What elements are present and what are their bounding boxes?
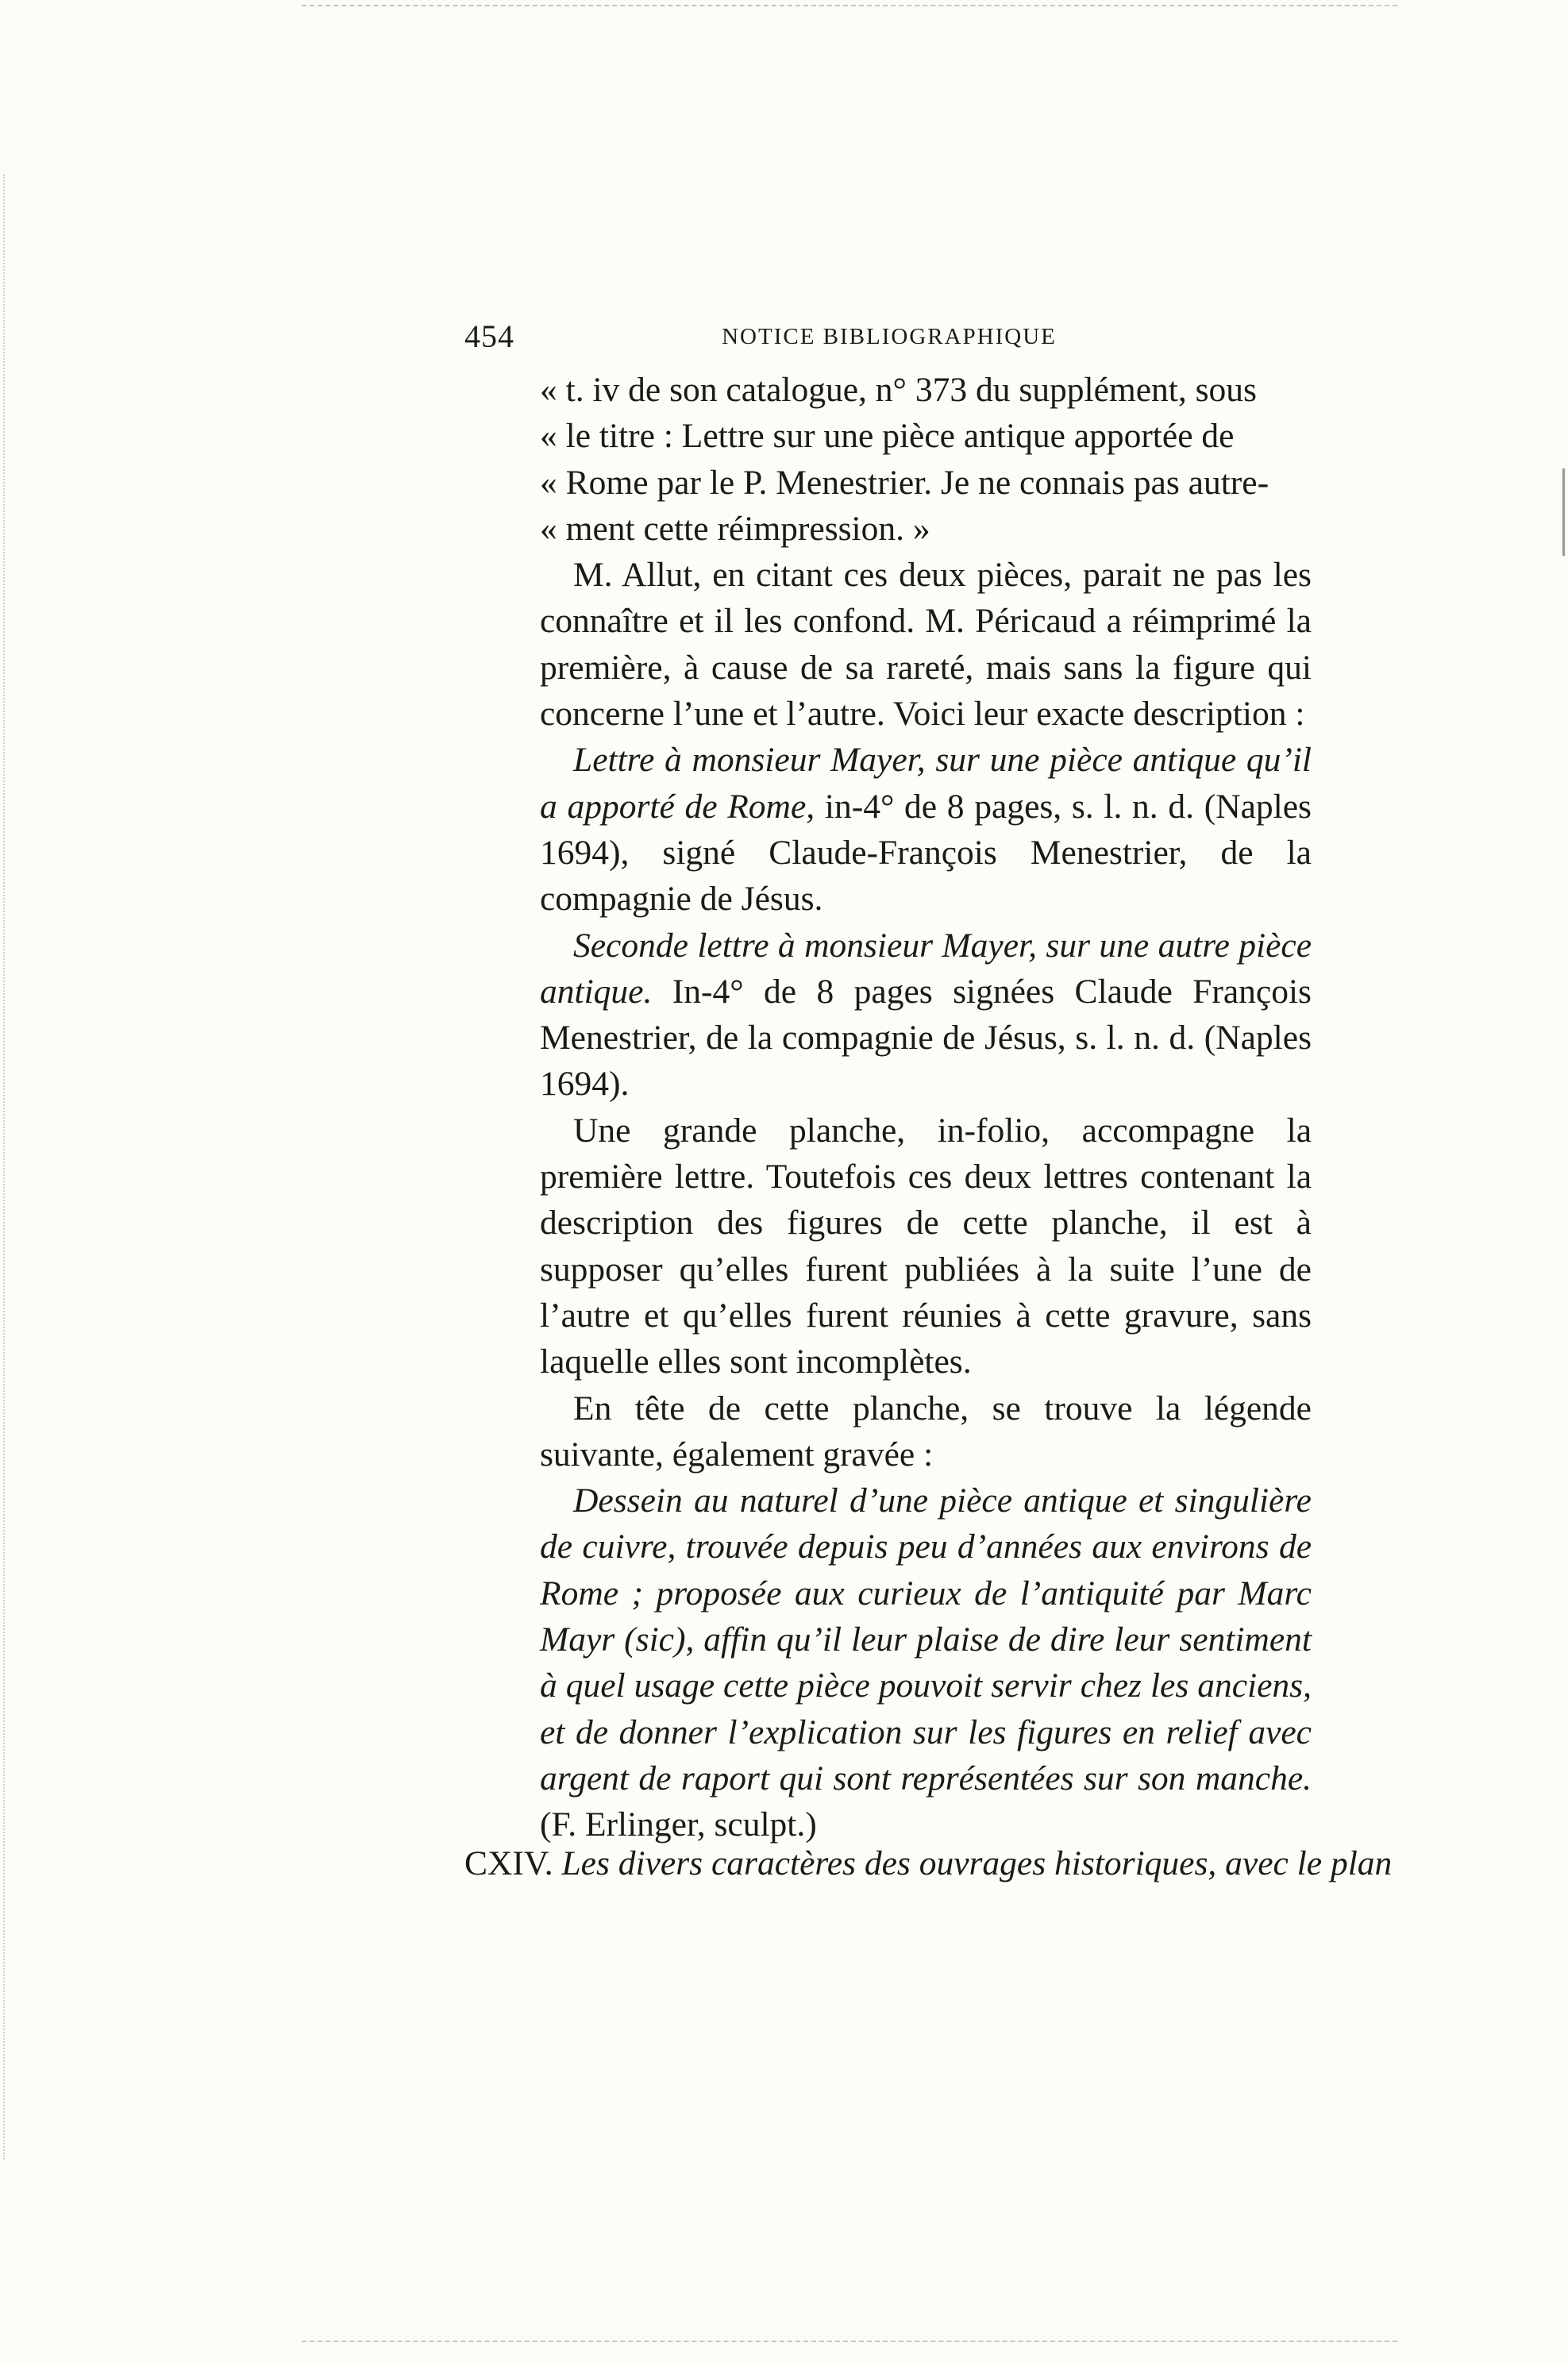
quote-line: « le titre : Lettre sur une pièce antique apportée de [540,417,1235,456]
second-letter-details: In-4° de 8 pages signées Claude François Menestrier, de la compagnie de Jésus, s. l. n. d. (Naples 1694). [540,972,1312,1104]
top-page-edge [302,5,1397,6]
legend-credit: (F. Erlinger, sculpt.) [540,1805,817,1844]
page-number: 454 [464,318,514,354]
paragraph-legende: En tête de cette planche, se trouve la légende suivante, également gravée : [540,1389,1312,1474]
entry-title: Les divers caractères des ouvrages historiques, avec le plan [553,1844,1393,1882]
entry-number: CXIV. [464,1844,553,1882]
entry-first-letter [540,737,1312,922]
next-entry [464,1840,1393,1886]
legend-text: Dessein au naturel d’une pièce antique et singulière de cuivre, trouvée depuis peu d’années aux environs de Rome ; proposée aux curieux de l’antiquité par Marc Mayr (sic), affin qu’il leur plaise de dire leur sentiment à quel usage cette pièce pouvoit servir chez les anciens, et de donner l’explication sur les figures en relief avec argent de raport qui sont représentées sur son manche. [540,1482,1312,1798]
right-margin-mark [1562,468,1565,556]
quoted-passage [540,367,1312,552]
quote-line: « ment cette réimpression. » [540,509,930,548]
quote-line: « Rome par le P. Menestrier. Je ne connais pas autre- [540,463,1269,502]
entry-second-letter [540,923,1312,1108]
bottom-page-edge [302,2341,1397,2342]
running-head: NOTICE BIBLIOGRAPHIQUE [722,324,1057,349]
paragraph-allut: M. Allut, en citant ces deux pièces, parait ne pas les connaître et il les confond. M. Péricaud a réimprimé la première, à cause de sa rareté, mais sans la figure qui concerne l’une et l’autre. Voici leur exacte description : [540,556,1312,734]
left-page-edge [3,175,5,2160]
first-letter-details: in-4° de 8 pages, s. l. n. d. (Naples 1694), signé Claude-François Menestrier, de la compagnie de Jésus. [540,787,1312,919]
paragraph-planche: Une grande planche, in-folio, accompagne la première lettre. Toutefois ces deux lettres contenant la description des figures de cette planche, il est à supposer qu’elles furent publiées à la suite l’une de l’autre et qu’elles furent réunies à cette gravure, sans laquelle elles sont incomplètes. [540,1111,1312,1381]
engraved-legend [540,1478,1312,1848]
page-header [464,318,1314,365]
first-letter-title: Lettre à monsieur Mayer, sur une pièce antique qu’il a apporté de Rome, [540,741,1312,826]
body-text [540,367,1312,1848]
second-letter-title: Seconde lettre à monsieur Mayer, sur une autre pièce antique. [540,926,1312,1011]
quote-line: « t. iv de son catalogue, n° 373 du supplément, sous [540,371,1257,409]
